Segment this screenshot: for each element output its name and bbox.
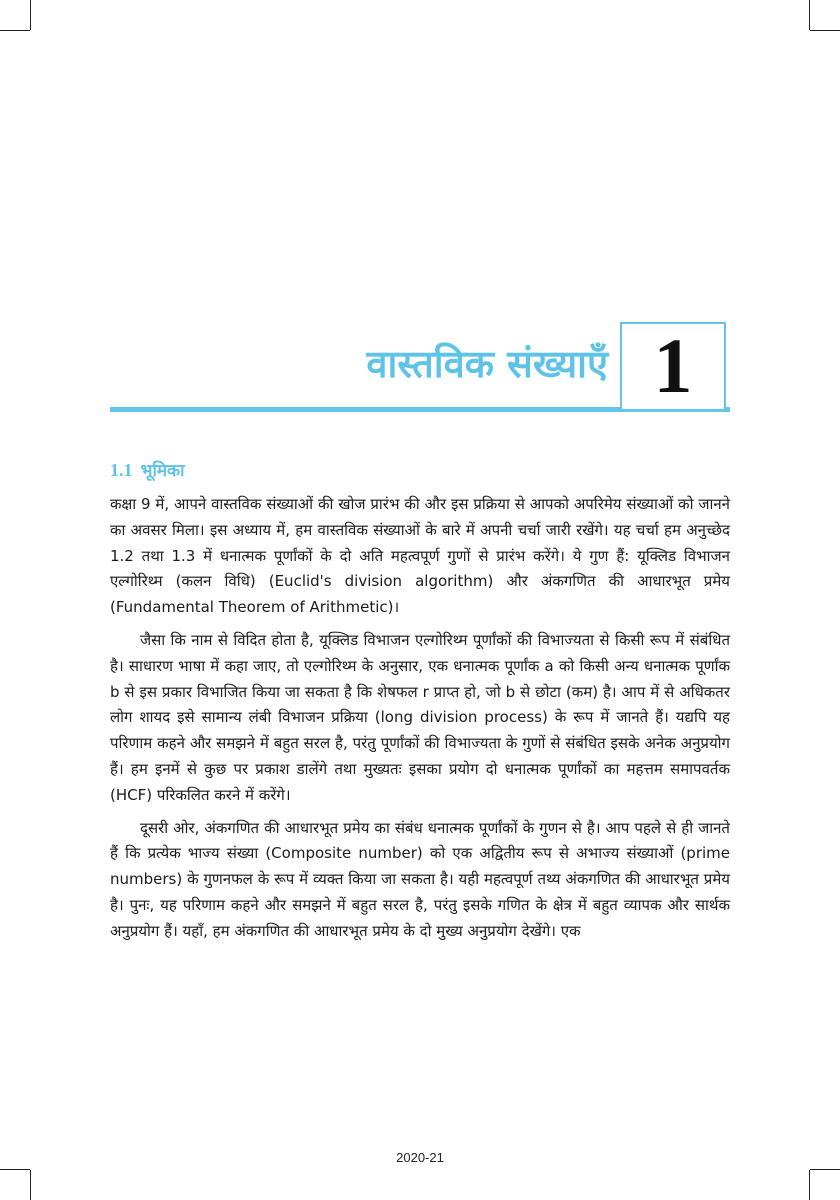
section-heading: [110, 458, 184, 481]
page-footer-year: 2020-21: [396, 1150, 444, 1165]
chapter-number: 1: [653, 322, 693, 409]
paragraph: जैसा कि नाम से विदित होता है, यूक्लिड विभाजन एल्गोरिथ्म पूर्णांकों की विभाज्यता से किसी रूप में संबंधित है। साधारण भाषा में कहा जाए, तो एल्गोरिथ्म के अनुसार, एक धनात्मक पूर्णांक a को किसी अन्य धनात्मक पूर्णांक b से इस प्रकार विभाजित किया जा सकता है कि शेषफल r प्राप्त हो, जो b से छोटा (कम) है। आप में से अधिकतर लोग शायद इसे सामान्य लंबी विभाजन प्रक्रिया (long division process) के रूप में जानते हैं। यद्यपि यह परिणाम कहने और समझने में बहुत सरल है, परंतु पूर्णांकों की विभाज्यता के गुणों से संबंधित इसके अनेक अनुप्रयोग हैं। हम इनमें से कुछ पर प्रकाश डालेंगे तथा मुख्यतः इसका प्रयोग दो धनात्मक पूर्णांकों का महत्तम समापवर्तक (HCF) परिकलित करने में करेंगे।: [110, 630, 730, 804]
section-title: भूमिका: [140, 461, 185, 481]
crop-mark-bottom-right: [809, 1170, 810, 1200]
crop-mark-top-left: [30, 0, 31, 30]
paragraph: कक्षा 9 में, आपने वास्तविक संख्याओं की खोज प्रारंभ की और इस प्रक्रिया से आपको अपरिमेय संख्याओं को जानने का अवसर मिला। इस अध्याय में, हम वास्तविक संख्याओं के बारे में अपनी चर्चा जारी रखेंगे। यह चर्चा हम अनुच्छेद 1.2 तथा 1.3 में धनात्मक पूर्णांकों के दो अति महत्वपूर्ण गुणों से प्रारंभ करेंगे। ये गुण हैं: यूक्लिड विभाजन एल्गोरिथ्म (कलन विधि) (Euclid's division algorithm) और अंकगणित की आधारभूत प्रमेय (Fundamental Theorem of Arithmetic)।: [110, 495, 730, 617]
chapter-number-box: [620, 322, 726, 409]
crop-mark-top-left: [0, 30, 30, 31]
crop-mark-top-right: [809, 0, 810, 30]
section-number: 1.1: [110, 460, 133, 480]
crop-mark-bottom-left: [30, 1170, 31, 1200]
crop-mark-top-right: [810, 30, 840, 31]
chapter-title: वास्तविक संख्याएँ: [366, 342, 608, 386]
paragraph: दूसरी ओर, अंकगणित की आधारभूत प्रमेय का संबंध धनात्मक पूर्णांकों के गुणन से है। आप पहले से ही जानते हैं कि प्रत्येक भाज्य संख्या (Composite number) को एक अद्वितीय रूप से अभाज्य संख्याओं (prime numbers) के गुणनफल के रूप में व्यक्त किया जा सकता है। यही महत्वपूर्ण तथ्य अंकगणित की आधारभूत प्रमेय है। पुनः, यह परिणाम कहने और समझने में बहुत सरल है, परंतु इसके गणित के क्षेत्र में बहुत व्यापक और सार्थक अनुप्रयोग हैं। यहाँ, हम अंकगणित की आधारभूत प्रमेय के दो मुख्य अनुप्रयोग देखेंगे। एक: [110, 818, 730, 940]
crop-mark-bottom-right: [810, 1169, 840, 1170]
body-text: [110, 492, 730, 952]
crop-mark-bottom-left: [0, 1169, 30, 1170]
